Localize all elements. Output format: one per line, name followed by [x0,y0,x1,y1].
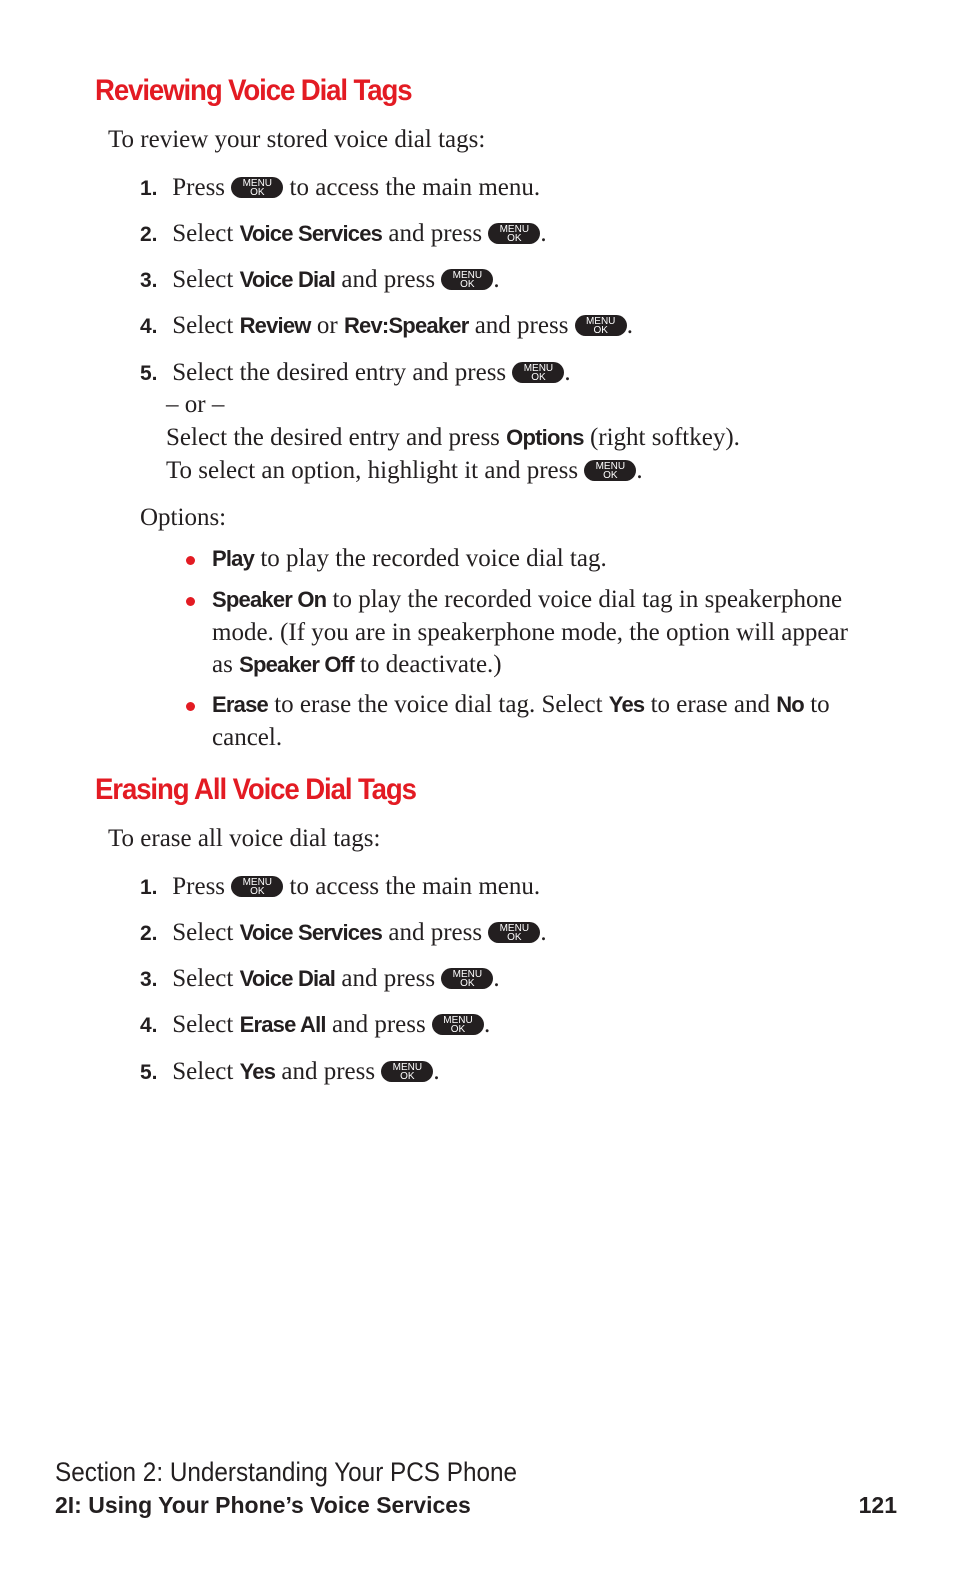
menu-ok-key-icon: MENU OK [432,1014,484,1035]
step-2 [140,916,547,950]
step-text: . [483,1011,491,1038]
step-text: Press [172,174,226,201]
softkey-name: Options [506,425,584,450]
step-text: To select an option, highlight it and press [166,457,579,484]
option-description: to play the recorded voice dial tag. [260,545,607,572]
step-text: Press [172,873,226,900]
menu-ok-key-icon: MENU OK [441,269,493,290]
menu-ok-key-icon: MENU OK [231,177,283,198]
option-description: to erase and [650,691,770,718]
step-4 [140,309,633,343]
menu-item-name: Rev:Speaker [343,313,469,338]
step-text: and press [341,965,436,992]
step-text: and press [332,1011,426,1038]
menu-ok-key-icon: MENU OK [488,922,540,943]
step-text: . [636,457,643,484]
step-text: . [540,220,547,247]
step-text: . [540,919,547,946]
option-name: Speaker On [212,587,327,612]
menu-ok-key-icon: MENU OK [231,876,283,897]
step-text: (right softkey). [589,424,740,451]
bullet-icon [186,556,195,565]
option-erase [186,689,866,754]
step-text: Select [172,312,234,339]
step-text: or [316,312,338,339]
step-5-or: – or – [166,391,225,418]
step-text: . [433,1058,440,1085]
menu-item-name: Voice Services [239,221,383,246]
step-text: and press [474,312,569,339]
step-number: 4. [140,1014,158,1037]
step-5-alternative [166,424,740,452]
step-text: . [493,266,500,293]
option-description: to deactivate.) [360,651,502,678]
page-number: 121 [858,1492,897,1518]
bullet-icon [186,702,195,711]
step-text: Select the desired entry and press [172,359,507,386]
menu-item-name: Review [239,313,311,338]
step-number: 2. [140,223,158,246]
intro-text: To review your stored voice dial tags: [108,126,486,153]
bullet-icon [186,597,195,606]
menu-ok-key-icon: MENU OK [488,223,540,244]
footer-subsection-title: 2I: Using Your Phone’s Voice Services [55,1492,471,1518]
option-description: to erase the voice dial tag. Select [274,691,603,718]
menu-ok-key-icon: MENU OK [512,362,564,383]
step-1 [140,870,540,904]
step-text: and press [388,919,483,946]
menu-item-name: Voice Services [239,920,383,945]
menu-ok-key-icon: MENU OK [584,460,636,481]
option-name: Erase [212,692,268,717]
step-2 [140,217,547,251]
option-name: No [776,692,804,717]
step-text: Select [172,266,234,293]
menu-item-name: Voice Dial [239,966,336,991]
menu-item-name: Erase All [239,1012,326,1037]
step-number: 2. [140,922,158,945]
step-text: Select [172,919,234,946]
step-3 [140,263,500,297]
intro-text: To erase all voice dial tags: [108,825,381,852]
footer-section-title: Section 2: Understanding Your PCS Phone [55,1457,518,1487]
menu-item-name: Yes [239,1059,276,1084]
step-text: Select [172,1011,234,1038]
step-number: 4. [140,315,158,338]
step-number: 3. [140,968,158,991]
step-number: 5. [140,362,158,385]
option-description: to play the recorded voice dial tag in speakerphone mode. (If you are in speakerphone mode, the option will appear as [212,586,848,678]
step-text: . [626,312,633,339]
section-heading-erasing: Erasing All Voice Dial Tags [95,773,416,806]
option-name: Play [212,546,255,571]
step-5-option-instruction [166,457,643,485]
step-text: Select [172,220,234,247]
step-text: . [493,965,500,992]
step-5 [140,356,571,390]
step-text: to access the main menu. [289,174,541,201]
step-text: and press [388,220,483,247]
options-label: Options: [140,504,227,531]
section-heading-reviewing: Reviewing Voice Dial Tags [95,74,412,107]
step-text: Select [172,965,234,992]
step-5 [140,1055,440,1089]
step-text: Select the desired entry and press [166,424,500,451]
menu-ok-key-icon: MENU OK [381,1061,433,1082]
option-name: Speaker Off [239,652,354,677]
option-description: to cancel. [212,691,830,751]
step-number: 3. [140,269,158,292]
step-text: and press [281,1058,376,1085]
option-play [186,543,866,576]
menu-ok-key-icon: MENU OK [575,315,627,336]
step-4 [140,1008,490,1042]
option-speaker-on [186,584,866,682]
step-1 [140,171,540,205]
step-number: 5. [140,1061,158,1084]
step-text: and press [341,266,436,293]
step-text: Select [172,1058,234,1085]
step-text: . [564,359,571,386]
step-text: to access the main menu. [289,873,541,900]
menu-ok-key-icon: MENU OK [441,968,493,989]
option-name: Yes [608,692,645,717]
step-number: 1. [140,177,158,200]
menu-item-name: Voice Dial [239,267,336,292]
step-number: 1. [140,876,158,899]
step-3 [140,962,500,996]
